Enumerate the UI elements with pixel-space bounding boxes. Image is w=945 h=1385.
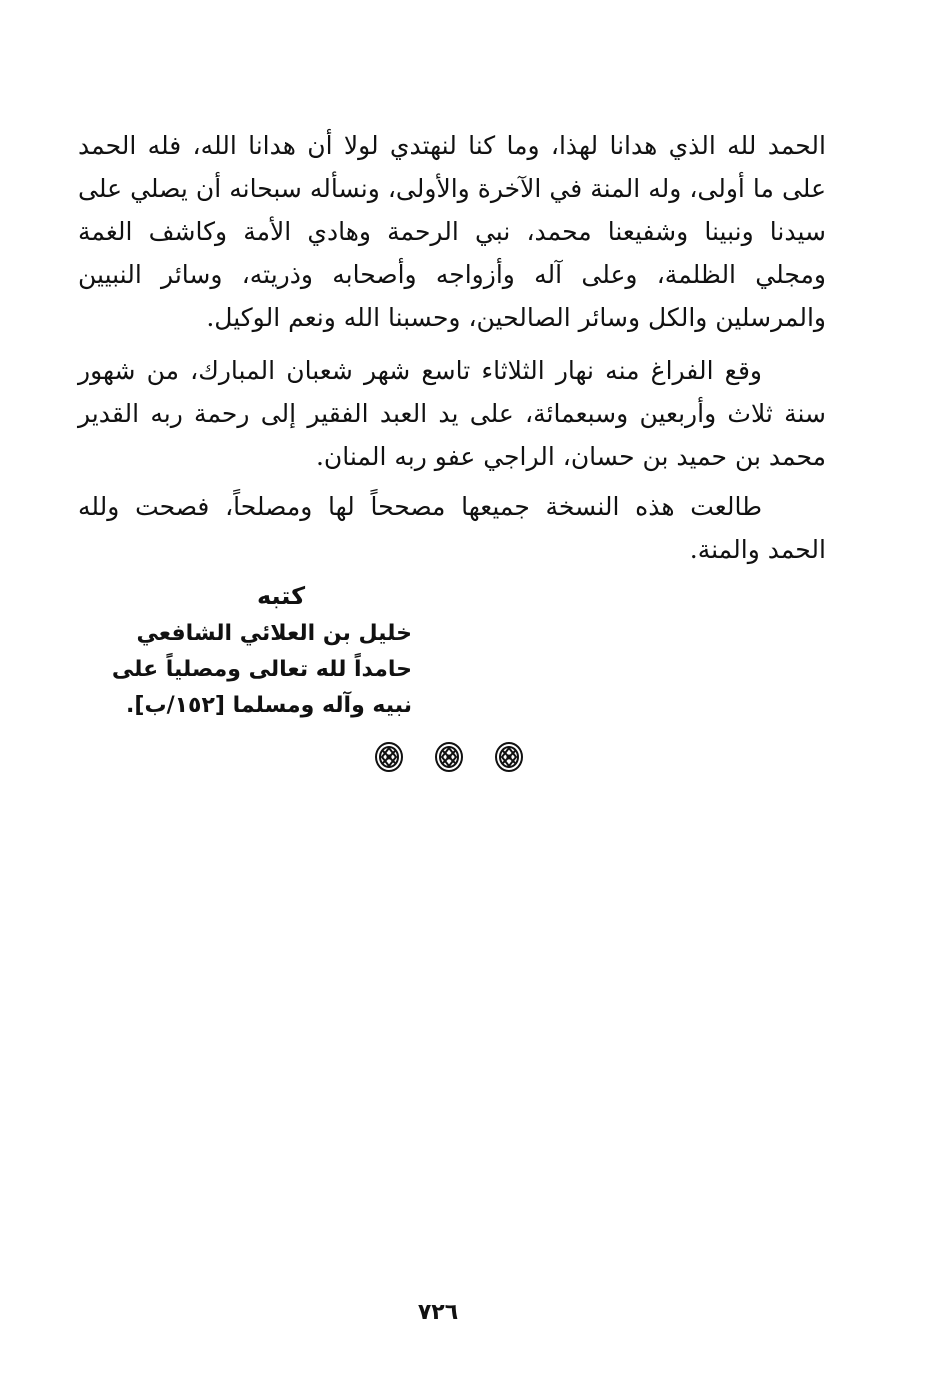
colophon-line: خليل بن العلائي الشافعي [136,621,412,646]
paragraph-collation-note [78,485,826,571]
paragraph-completion-note [78,349,826,478]
colophon-line: نبيه وآله ومسلما [١٥٢/ب]. [126,693,412,718]
paragraph-text: وقع الفراغ منه نهار الثلاثاء تاسع شهر شعبان المبارك، من شهور سنة ثلاث وأربعين وسبعمائة، على يد العبد الفقير إلى رحمة ربه القدير محمد بن حميد بن حسان، الراجي عفو ربه المنان. [78,356,826,471]
scribe-colophon [111,578,412,724]
colophon-title: كتبه [256,582,306,610]
paragraph-text: الحمد لله الذي هدانا لهذا، وما كنا لنهتدي لولا أن هدانا الله، فله الحمد على ما أولى، وله المنة في الآخرة والأولى، ونسأله سبحانه أن يصلي على سيدنا ونبينا وشفيعنا محمد، نبي الرحمة وهادي الأمة وكاشف الغمة ومجلي الظلمة، وعلى آله وأزواجه وأصحابه وذريته، وسائر النبيين والمرسلين والكل وسائر الصالحين، وحسبنا الله ونعم الوكيل. [78,131,826,332]
rosette-ornament-icon [373,740,405,774]
end-ornaments [373,740,525,776]
rosette-ornament-icon [493,740,525,774]
rosette-ornament-icon [433,740,465,774]
paragraph-text: طالعت هذه النسخة جميعها مصححاً لها ومصلحاً، فصحت ولله الحمد والمنة. [78,492,826,564]
paragraph-doxology [78,124,826,339]
page-number: ٧٢٦ [417,1300,459,1325]
colophon-line: حامداً لله تعالى ومصلياً على [111,657,412,682]
